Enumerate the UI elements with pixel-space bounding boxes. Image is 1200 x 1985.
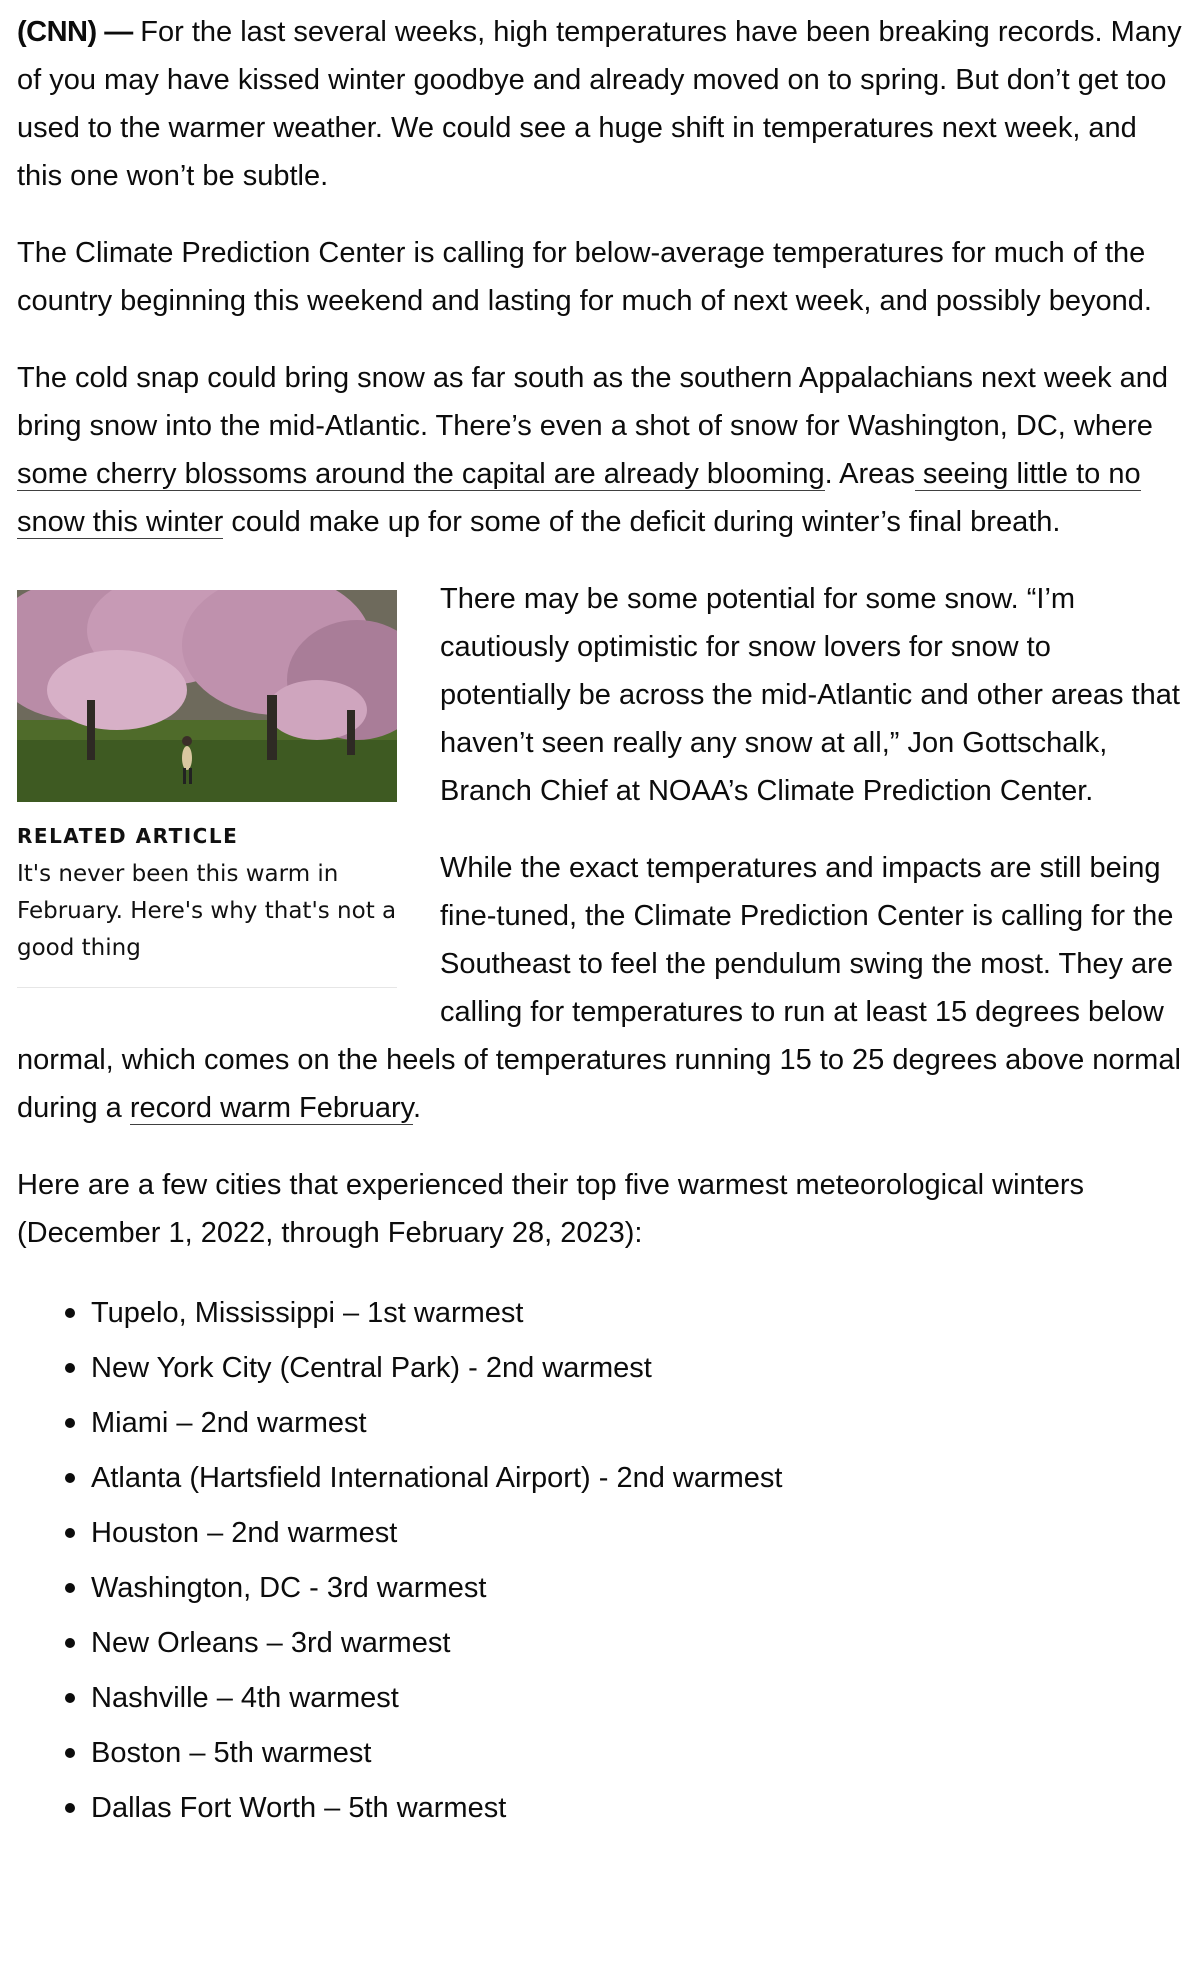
list-item [17,1506,1180,1561]
warmest-cities-list [17,1286,1180,1836]
bullet-icon [65,1473,75,1483]
list-item [17,1396,1180,1451]
list-item-text: Tupelo, Mississippi – 1st warmest [91,1297,524,1329]
bullet-icon [65,1693,75,1703]
paragraph-5-text-b: . [412,1092,422,1124]
paragraph-1 [17,8,1182,200]
list-item [17,1781,1180,1836]
bullet-icon [65,1308,75,1318]
paragraph-3 [17,354,1182,546]
cherry-blossoms-link[interactable]: some cherry blossoms around the capital are already blooming [17,458,825,490]
paragraph-3-text-a: The cold snap could bring snow as far south as the southern Appalachians next week and bring snow into the mid-Atlantic. There’s even a shot of snow for Washington, DC, where [17,362,1169,442]
paragraph-6: Here are a few cities that experienced their top five warmest meteorological winters (December 1, 2022, through February 28, 2023): [17,1169,1085,1249]
list-item-text: Houston – 2nd warmest [91,1517,398,1549]
list-item-text: Dallas Fort Worth – 5th warmest [91,1792,507,1824]
bullet-icon [65,1363,75,1373]
list-item-text: Washington, DC - 3rd warmest [91,1572,487,1604]
bullet-icon [65,1528,75,1538]
paragraph-5-text-a: While the exact temperatures and impacts are still being fine-tuned, the Climate Prediction Center is calling for the Southeast to feel the pendulum swing the most. They are calling for temperatures to run at least 15 degrees below normal, which comes on the heels of temperatures running 15 to 25 degrees above normal during a [17,852,1181,1124]
list-item-text: Boston – 5th warmest [91,1737,372,1769]
list-item [17,1616,1180,1671]
list-item-text: Atlanta (Hartsfield International Airport) - 2nd warmest [91,1462,783,1494]
paragraph-3-text-c: could make up for some of the deficit during winter’s final breath. [223,506,1061,538]
related-article-kicker: RELATED ARTICLE [17,824,239,848]
paragraph-3-text-b: . Areas [824,458,915,490]
cherry-blossom-park-photo[interactable] [17,590,397,802]
list-item [17,1671,1180,1726]
little-snow-link[interactable]: seeing little to no snow this winter [17,458,1141,538]
list-item [17,1726,1180,1781]
list-item [17,1451,1180,1506]
list-item-text: New Orleans – 3rd warmest [91,1627,451,1659]
paragraph-1-text: For the last several weeks, high temperatures have been breaking records. Many of you may have kissed winter goodbye and already moved on to spring. But don’t get too used to the warmer weather. We could see a huge shift in temperatures next week, and this one won’t be subtle. [17,16,1182,192]
list-item-text: Nashville – 4th warmest [91,1682,399,1714]
bullet-icon [65,1583,75,1593]
article-body [0,8,1180,1836]
list-item [17,1341,1180,1396]
list-item [17,1561,1180,1616]
list-item [17,1286,1180,1341]
source-label: (CNN) — [17,16,141,48]
bullet-icon [65,1418,75,1428]
list-item-text: Miami – 2nd warmest [91,1407,367,1439]
bullet-icon [65,1638,75,1648]
paragraph-2: The Climate Prediction Center is calling for below-average temperatures for much of the country beginning this weekend and lasting for much of next week, and possibly beyond. [17,237,1152,317]
related-article-title[interactable]: It's never been this warm in February. Here's why that's not a good thing [17,861,397,961]
bullet-icon [65,1803,75,1813]
paragraph-4: There may be some potential for some snow. “I’m cautiously optimistic for snow lovers for snow to potentially be across the mid-Atlantic and other areas that haven’t seen really any snow at all,” Jon Gottschalk, Branch Chief at NOAA’s Climate Prediction Center. [440,583,1180,807]
list-item-text: New York City (Central Park) - 2nd warmest [91,1352,652,1384]
related-article-card[interactable] [17,590,397,988]
bullet-icon [65,1748,75,1758]
record-warm-february-link[interactable]: record warm February [129,1092,413,1124]
